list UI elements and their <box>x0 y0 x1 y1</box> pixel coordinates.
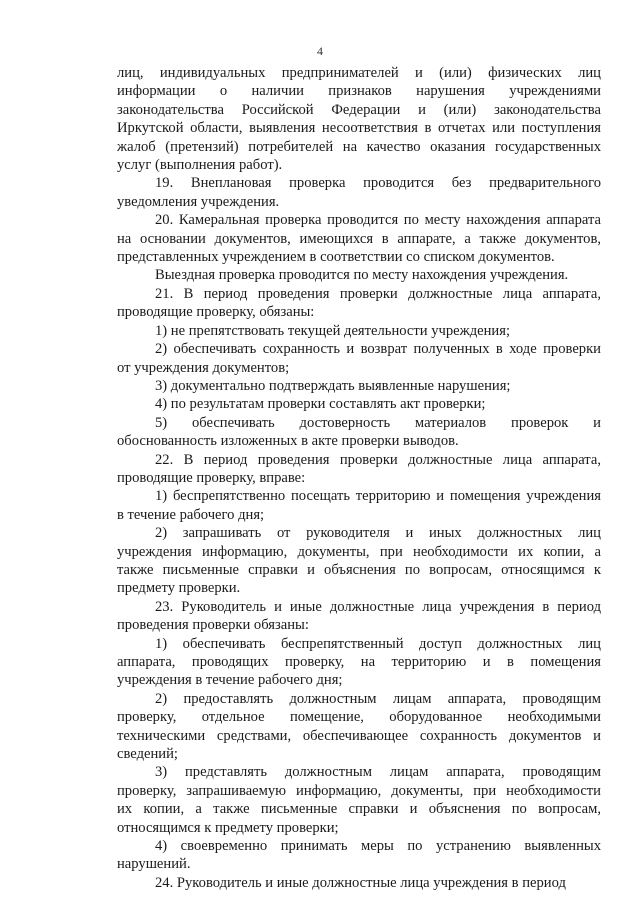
paragraph <box>117 763 601 837</box>
text-line: законодательства Российской Федерации и (или) законодательства <box>117 101 601 118</box>
text-line: техническими средствами, обеспечивающее сохранность документов и <box>117 727 601 744</box>
text-line: 2) обеспечивать сохранность и возврат полученных в ходе проверки <box>155 341 601 358</box>
paragraph <box>117 598 601 635</box>
paragraph <box>117 690 601 764</box>
text-line: 3) представлять должностным лицам аппарата, проводящим <box>155 764 601 781</box>
paragraph <box>117 174 601 211</box>
paragraph <box>117 395 601 413</box>
paragraph <box>117 451 601 488</box>
paragraph <box>117 487 601 524</box>
text-line: жалоб (претензий) потребителей на качество оказания государственных <box>117 138 601 155</box>
text-line: 2) предоставлять должностным лицам аппарата, проводящим <box>155 690 601 707</box>
paragraph <box>117 322 601 340</box>
text-line: 4) своевременно принимать меры по устранению выявленных <box>155 838 601 855</box>
text-line: относящимся к предмету проверки; <box>117 819 339 836</box>
paragraph <box>117 285 601 322</box>
text-line: 1) беспрепятственно посещать территорию и помещения учреждения <box>155 488 601 505</box>
text-line: Выездная проверка проводится по месту нахождения учреждения. <box>155 267 569 284</box>
text-line: 24. Руководитель и иные должностные лица учреждения в период <box>155 874 566 891</box>
text-line: аппарата, проводящих проверку, на территорию и в помещения <box>117 654 601 670</box>
text-line: информации о наличии признаков нарушения учреждениями <box>117 83 601 100</box>
text-line: от учреждения документов; <box>117 359 290 376</box>
paragraph <box>117 266 601 284</box>
text-line: 3) документально подтверждать выявленные нарушения; <box>155 377 511 394</box>
text-line: проверку, отдельное помещение, оборудованное необходимыми <box>117 709 601 726</box>
text-line: обоснованность изложенных в акте проверки выводов. <box>117 433 459 450</box>
text-line: также письменные справки и объяснения по вопросам, относящимся к <box>117 561 601 578</box>
page-number: 4 <box>317 44 323 58</box>
text-line: в течение рабочего дня; <box>117 506 265 523</box>
text-line: учреждения информацию, документы, при необходимости их копии, а <box>117 543 601 560</box>
text-line: 4) по результатам проверки составлять акт проверки; <box>155 396 486 413</box>
text-line: проводящие проверку, обязаны: <box>117 304 315 321</box>
text-line: 19. Внеплановая проверка проводится без предварительного <box>155 175 601 192</box>
text-line: уведомления учреждения. <box>117 193 280 210</box>
text-line: представленных учреждением в соответствии со списком документов. <box>117 249 555 266</box>
text-line: 1) не препятствовать текущей деятельности учреждения; <box>155 322 511 339</box>
text-line: проводящие проверку, вправе: <box>117 469 306 486</box>
text-line: 5) обеспечивать достоверность материалов проверок и <box>155 414 601 431</box>
text-line: 23. Руководитель и иные должностные лица учреждения в период <box>155 598 601 615</box>
text-line: 21. В период проведения проверки должностные лица аппарата, <box>155 285 601 302</box>
text-line: Иркутской области, выявления несоответствия в отчетах или поступления <box>117 120 601 137</box>
text-line: предмету проверки. <box>117 580 241 597</box>
paragraph <box>117 64 601 174</box>
paragraph <box>117 635 601 690</box>
paragraph <box>117 211 601 266</box>
text-line: 2) запрашивать от руководителя и иных должностных лиц <box>155 525 601 542</box>
text-line: сведений; <box>117 746 178 763</box>
paragraph <box>117 377 601 395</box>
text-line: учреждения в течение рабочего дня; <box>117 672 343 689</box>
text-line: нарушений. <box>117 856 191 873</box>
text-line: 20. Камеральная проверка проводится по месту нахождения аппарата <box>155 212 601 229</box>
text-line: услуг (выполнения работ). <box>117 157 283 174</box>
paragraph <box>117 414 601 451</box>
document-body <box>117 64 601 892</box>
paragraph <box>117 837 601 874</box>
text-line: проведения проверки обязаны: <box>117 617 309 634</box>
text-line: 1) обеспечивать беспрепятственный доступ должностных лиц <box>155 635 601 652</box>
text-line: лиц, индивидуальных предпринимателей и (или) физических лиц <box>117 65 601 81</box>
text-line: проверку, запрашиваемую информацию, документы, при необходимости <box>117 782 601 799</box>
text-line: на основании документов, имеющихся в аппарате, а также документов, <box>117 230 601 247</box>
paragraph <box>117 874 601 892</box>
text-line: 22. В период проведения проверки должностные лица аппарата, <box>155 451 601 468</box>
text-line: их копии, а также письменные справки и объяснения по вопросам, <box>117 801 601 818</box>
paragraph <box>117 524 601 598</box>
paragraph <box>117 340 601 377</box>
